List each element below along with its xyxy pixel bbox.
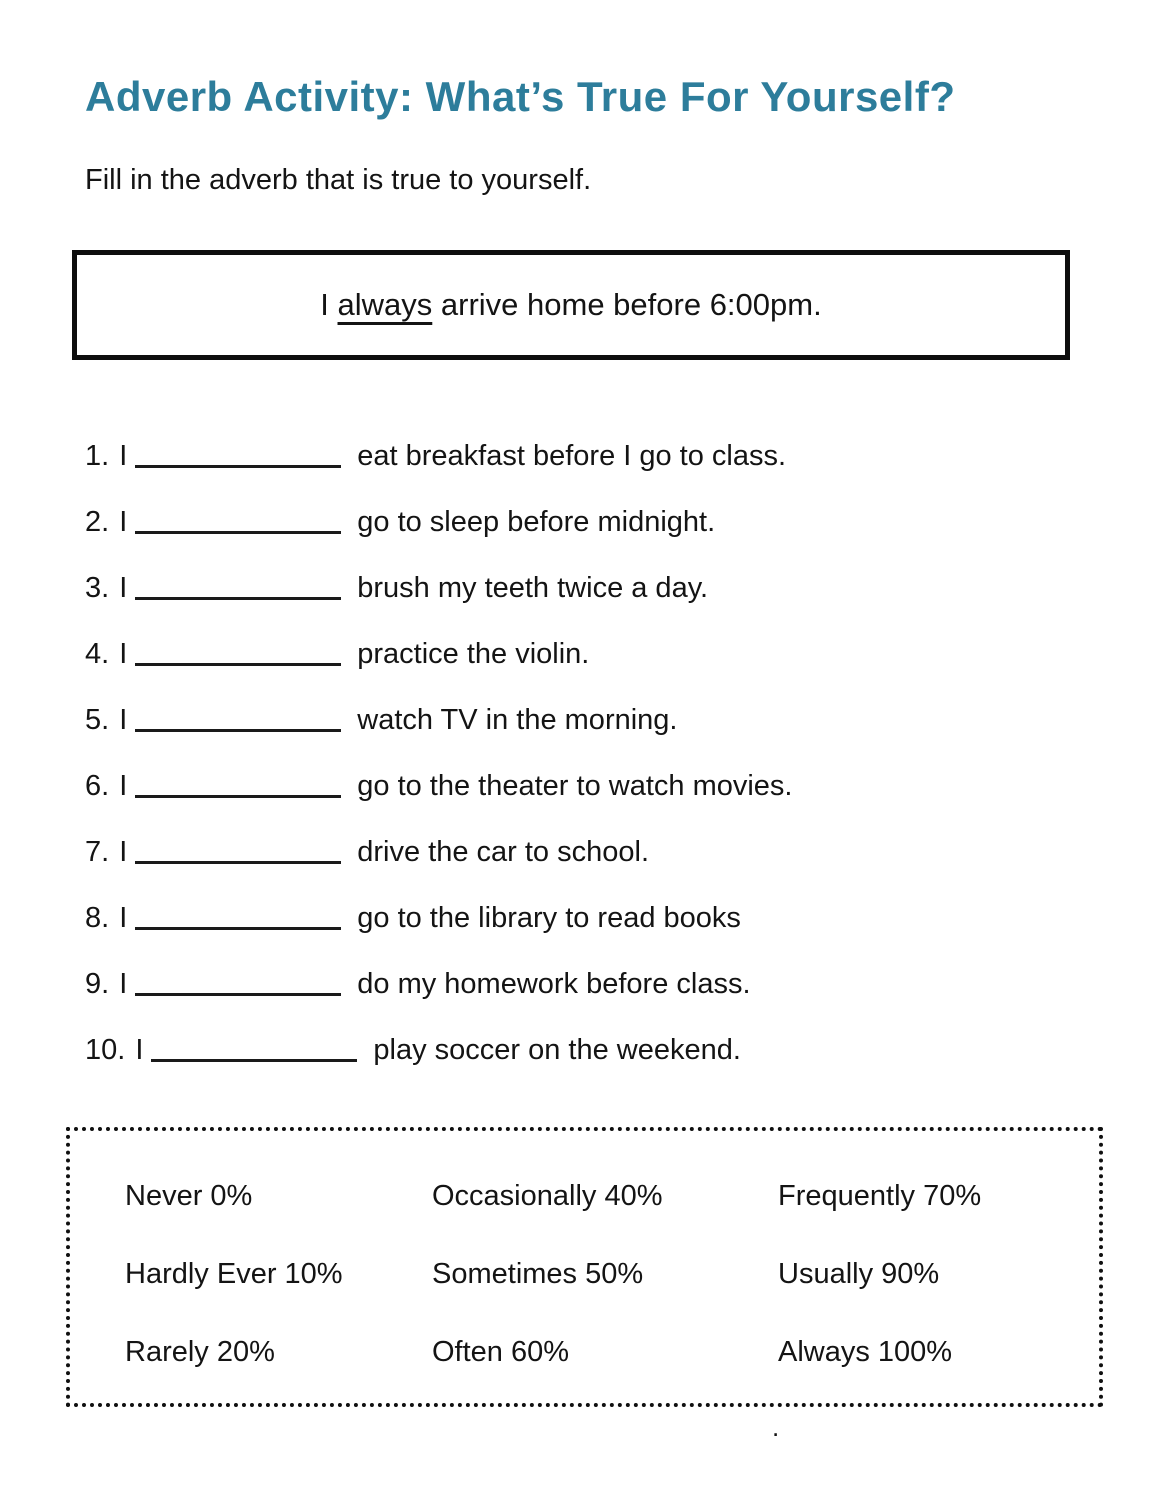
word-bank-grid xyxy=(125,1182,981,1367)
word-bank-item: Sometimes 50% xyxy=(432,1258,644,1290)
question-number: 9. xyxy=(85,968,110,1000)
word-bank-item: Hardly Ever 10% xyxy=(125,1258,343,1290)
example-prefix: I xyxy=(320,287,338,322)
question-number: 8. xyxy=(85,902,110,934)
answer-blank xyxy=(135,844,341,864)
word-bank-box xyxy=(66,1127,1103,1407)
question-pronoun: I xyxy=(119,968,128,1000)
example-sentence-box xyxy=(72,250,1070,360)
question-row xyxy=(85,639,793,669)
example-suffix: arrive home before 6:00pm. xyxy=(432,287,822,322)
stray-period-mark: . xyxy=(772,1412,780,1442)
answer-blank xyxy=(135,778,341,798)
question-row xyxy=(85,903,793,933)
answer-blank xyxy=(135,910,341,930)
question-text: go to sleep before midnight. xyxy=(357,506,716,538)
question-text: practice the violin. xyxy=(357,638,590,670)
answer-blank xyxy=(135,646,341,666)
question-pronoun: I xyxy=(135,1034,144,1066)
question-row xyxy=(85,507,793,537)
question-text: go to the library to read books xyxy=(357,902,741,934)
question-pronoun: I xyxy=(119,638,128,670)
answer-blank xyxy=(151,1042,357,1062)
question-list xyxy=(85,441,793,1065)
question-text: watch TV in the morning. xyxy=(357,704,678,736)
question-row xyxy=(85,837,793,867)
answer-blank xyxy=(135,976,341,996)
question-pronoun: I xyxy=(119,770,128,802)
question-number: 6. xyxy=(85,770,110,802)
question-pronoun: I xyxy=(119,704,128,736)
question-text: brush my teeth twice a day. xyxy=(357,572,709,604)
question-text: play soccer on the weekend. xyxy=(373,1034,741,1066)
answer-blank xyxy=(135,448,341,468)
question-pronoun: I xyxy=(119,902,128,934)
word-bank-item: Often 60% xyxy=(432,1336,570,1368)
question-pronoun: I xyxy=(119,572,128,604)
question-number: 1. xyxy=(85,440,110,472)
question-number: 3. xyxy=(85,572,110,604)
question-pronoun: I xyxy=(119,836,128,868)
question-row xyxy=(85,441,793,471)
word-bank-item: Always 100% xyxy=(778,1336,953,1368)
answer-blank xyxy=(135,712,341,732)
question-text: drive the car to school. xyxy=(357,836,650,868)
word-bank-item: Never 0% xyxy=(125,1180,253,1212)
question-number: 5. xyxy=(85,704,110,736)
question-text: do my homework before class. xyxy=(357,968,751,1000)
question-row xyxy=(85,705,793,735)
question-row xyxy=(85,969,793,999)
question-number: 7. xyxy=(85,836,110,868)
question-text: go to the theater to watch movies. xyxy=(357,770,793,802)
word-bank-item: Frequently 70% xyxy=(778,1180,982,1212)
question-pronoun: I xyxy=(119,440,128,472)
question-number: 2. xyxy=(85,506,110,538)
page-title: Adverb Activity: What’s True For Yourself? xyxy=(85,73,956,120)
answer-blank xyxy=(135,514,341,534)
question-row xyxy=(85,573,793,603)
question-row xyxy=(85,771,793,801)
example-underlined-word: always xyxy=(337,287,433,322)
question-number: 10. xyxy=(85,1034,126,1066)
word-bank-item: Occasionally 40% xyxy=(432,1180,663,1212)
word-bank-item: Rarely 20% xyxy=(125,1336,275,1368)
question-text: eat breakfast before I go to class. xyxy=(357,440,787,472)
word-bank-item: Usually 90% xyxy=(778,1258,940,1290)
question-row xyxy=(85,1035,793,1065)
question-pronoun: I xyxy=(119,506,128,538)
instruction-text: Fill in the adverb that is true to yourself. xyxy=(85,164,592,196)
question-number: 4. xyxy=(85,638,110,670)
answer-blank xyxy=(135,580,341,600)
